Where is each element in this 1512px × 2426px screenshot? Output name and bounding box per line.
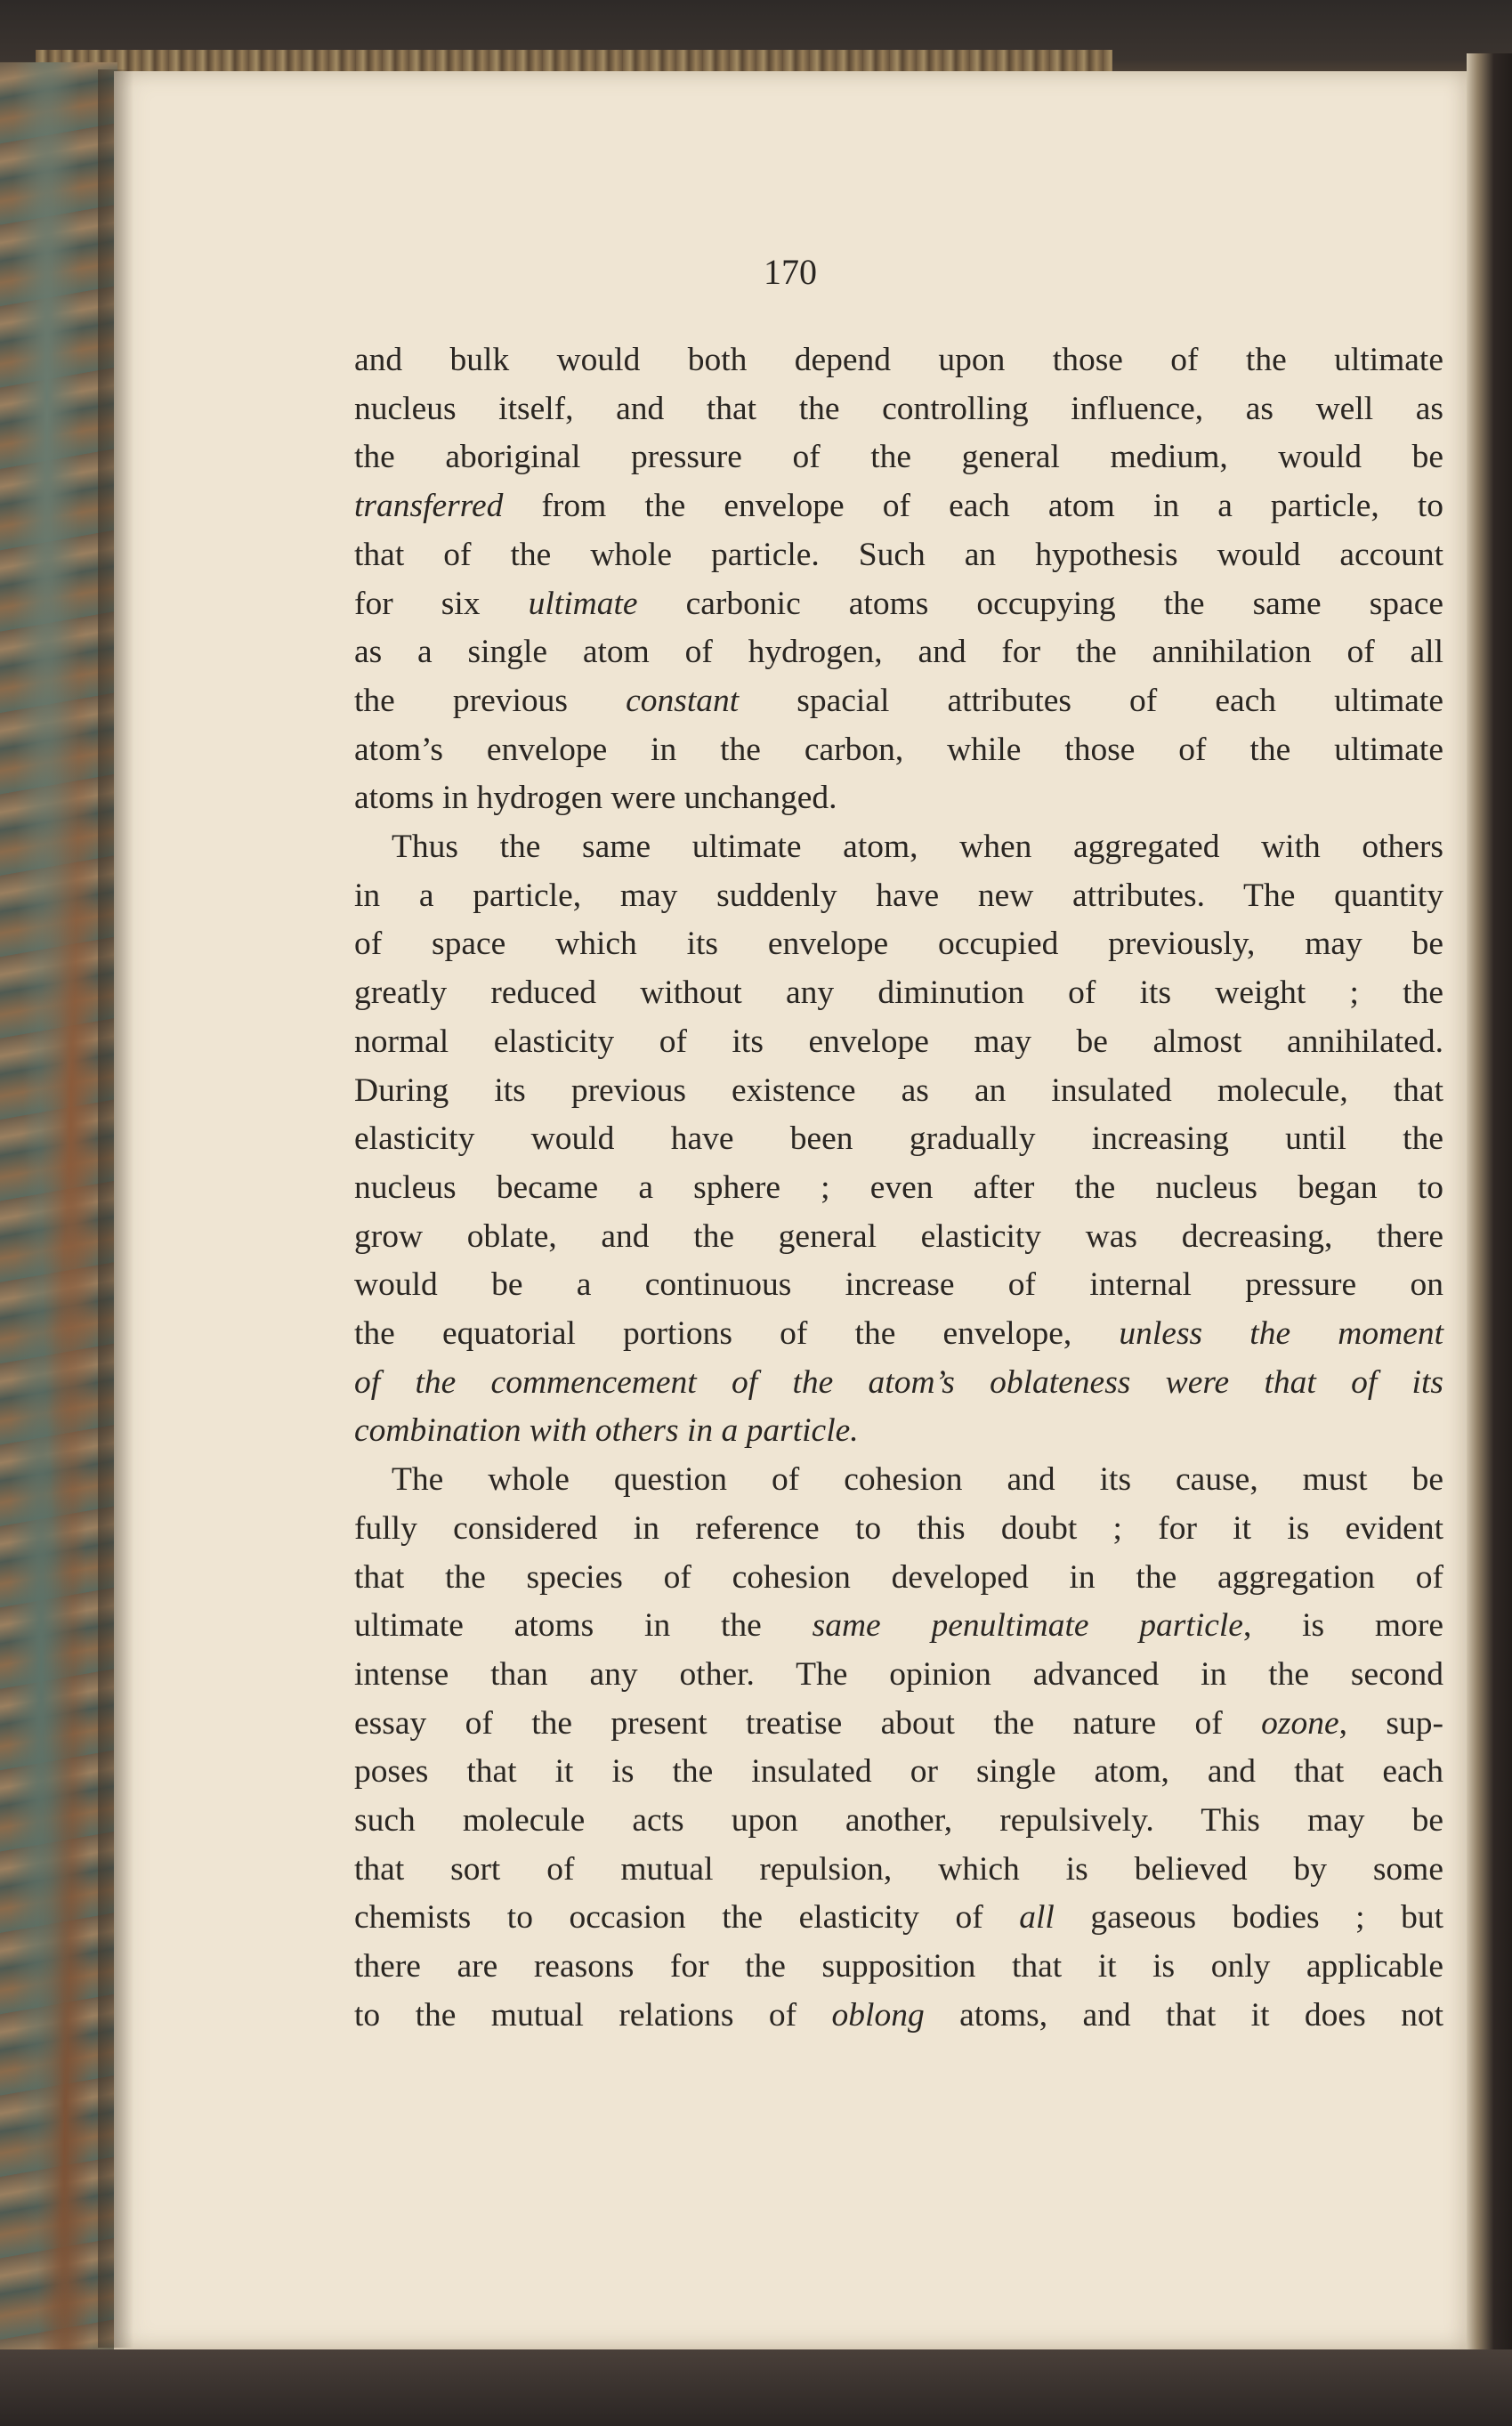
text-span: essay of the present treatise about the nature of xyxy=(354,1704,1262,1742)
text-line xyxy=(354,1312,1443,1356)
text-span: atoms in hydrogen were unchanged. xyxy=(354,780,837,817)
text-line xyxy=(354,1117,1443,1161)
text-span: the previous xyxy=(354,682,627,719)
text-span: spacial attributes of each ultimate xyxy=(739,682,1443,719)
italic-text: ultimate xyxy=(528,585,638,622)
text-line xyxy=(354,1848,1443,1892)
text-span: , is more xyxy=(1242,1607,1443,1645)
text-line xyxy=(354,1409,1443,1453)
text-line xyxy=(354,679,1443,724)
text-line xyxy=(354,1166,1443,1210)
text-line xyxy=(354,1799,1443,1843)
italic-text: all xyxy=(1019,1899,1055,1937)
text-span: there are reasons for the supposition that it is only applicable xyxy=(354,1948,1443,1985)
text-span: that sort of mutual repulsion, which is believed by some xyxy=(354,1850,1443,1888)
italic-text: ozone xyxy=(1261,1704,1339,1742)
text-span: atoms, and that it does not xyxy=(924,1996,1443,2034)
italic-text: combination with others in a particle. xyxy=(354,1412,859,1450)
text-line xyxy=(354,630,1443,675)
text-span: that of the whole particle. Such an hypothesis would account xyxy=(354,536,1443,573)
text-line xyxy=(354,922,1443,966)
text-line xyxy=(354,338,1443,383)
text-span: During its previous existence as an insulated molecule, that xyxy=(354,1071,1443,1109)
text-line xyxy=(354,533,1443,578)
text-span: such molecule acts upon another, repulsively. This may be xyxy=(354,1802,1443,1839)
text-span: to the mutual relations of xyxy=(354,1996,832,2034)
text-line xyxy=(354,1020,1443,1064)
book-right-edge xyxy=(1467,53,1512,2426)
italic-text: same penultimate particle xyxy=(812,1607,1243,1645)
text-span: elasticity would have been gradually increasing until the xyxy=(354,1120,1443,1158)
text-span: the equatorial portions of the envelope, xyxy=(354,1315,1120,1352)
text-span: Thus the same ultimate atom, when aggregated with others xyxy=(392,829,1443,865)
text-span: would be a continuous increase of internal pressure on xyxy=(354,1266,1443,1304)
text-span: atom’s envelope in the carbon, while those of the ultimate xyxy=(354,731,1443,768)
text-line xyxy=(354,1507,1443,1551)
text-span: fully considered in reference to this doubt ; for it is evident xyxy=(354,1509,1443,1547)
text-line xyxy=(354,874,1443,918)
text-span: from the envelope of each atom in a particle, to xyxy=(503,488,1443,525)
page-gutter-shadow xyxy=(98,69,133,2348)
text-span: for six xyxy=(354,585,529,622)
italic-text: transferred xyxy=(354,488,504,525)
text-line xyxy=(354,776,1443,821)
text-span: the aboriginal pressure of the general medium, would be xyxy=(354,439,1443,476)
italic-text: of the commencement of the atom’s oblateness were that of its xyxy=(354,1363,1443,1401)
text-line xyxy=(354,1993,1443,2038)
text-span: ultimate atoms in the xyxy=(354,1607,813,1645)
text-span: greatly reduced without any diminution of its weight ; the xyxy=(354,974,1443,1012)
text-line xyxy=(354,1702,1443,1746)
text-line xyxy=(354,582,1443,627)
text-line xyxy=(354,387,1443,432)
text-line xyxy=(354,1945,1443,1989)
italic-text: unless the moment xyxy=(1119,1315,1443,1352)
text-span: chemists to occasion the elasticity of xyxy=(354,1899,1020,1937)
text-span: nucleus itself, and that the controlling influence, as well as xyxy=(354,390,1443,427)
text-line xyxy=(354,435,1443,480)
text-line xyxy=(392,825,1443,869)
text-span: and bulk would both depend upon those of the ultimate xyxy=(354,342,1443,378)
text-line xyxy=(354,728,1443,772)
text-span: in a particle, may suddenly have new attributes. The quantity xyxy=(354,877,1443,914)
italic-text: oblong xyxy=(831,1996,925,2034)
text-line xyxy=(392,1458,1443,1502)
text-span: that the species of cohesion developed in the aggregation of xyxy=(354,1558,1443,1596)
text-line xyxy=(354,484,1443,529)
text-line xyxy=(354,1556,1443,1600)
text-line xyxy=(354,1215,1443,1259)
text-line xyxy=(354,1604,1443,1648)
text-span: poses that it is the insulated or single atom, and that each xyxy=(354,1753,1443,1791)
text-line xyxy=(354,1653,1443,1697)
text-span: The whole question of cohesion and its cause, must be xyxy=(392,1461,1443,1499)
text-span: nucleus became a sphere ; even after the nucleus began to xyxy=(354,1169,1443,1206)
book-bottom-edge xyxy=(0,2349,1512,2426)
text-span: intense than any other. The opinion advanced in the second xyxy=(354,1655,1443,1693)
book-page xyxy=(114,71,1467,2349)
text-span: grow oblate, and the general elasticity was decreasing, there xyxy=(354,1217,1443,1255)
italic-text: constant xyxy=(626,682,740,719)
text-span: gaseous bodies ; but xyxy=(1054,1899,1443,1937)
text-span: normal elasticity of its envelope may be almost annihilated. xyxy=(354,1023,1443,1060)
text-span: of space which its envelope occupied previously, may be xyxy=(354,926,1443,963)
text-line xyxy=(354,1896,1443,1940)
text-span: , sup- xyxy=(1338,1704,1443,1742)
text-line xyxy=(354,1263,1443,1307)
text-span: carbonic atoms occupying the same space xyxy=(637,585,1443,622)
text-line xyxy=(354,971,1443,1015)
text-line xyxy=(354,1750,1443,1794)
text-line xyxy=(354,1361,1443,1405)
page-number: 170 xyxy=(764,252,817,292)
text-span: as a single atom of hydrogen, and for the annihilation of all xyxy=(354,634,1443,671)
text-line xyxy=(354,1069,1443,1113)
